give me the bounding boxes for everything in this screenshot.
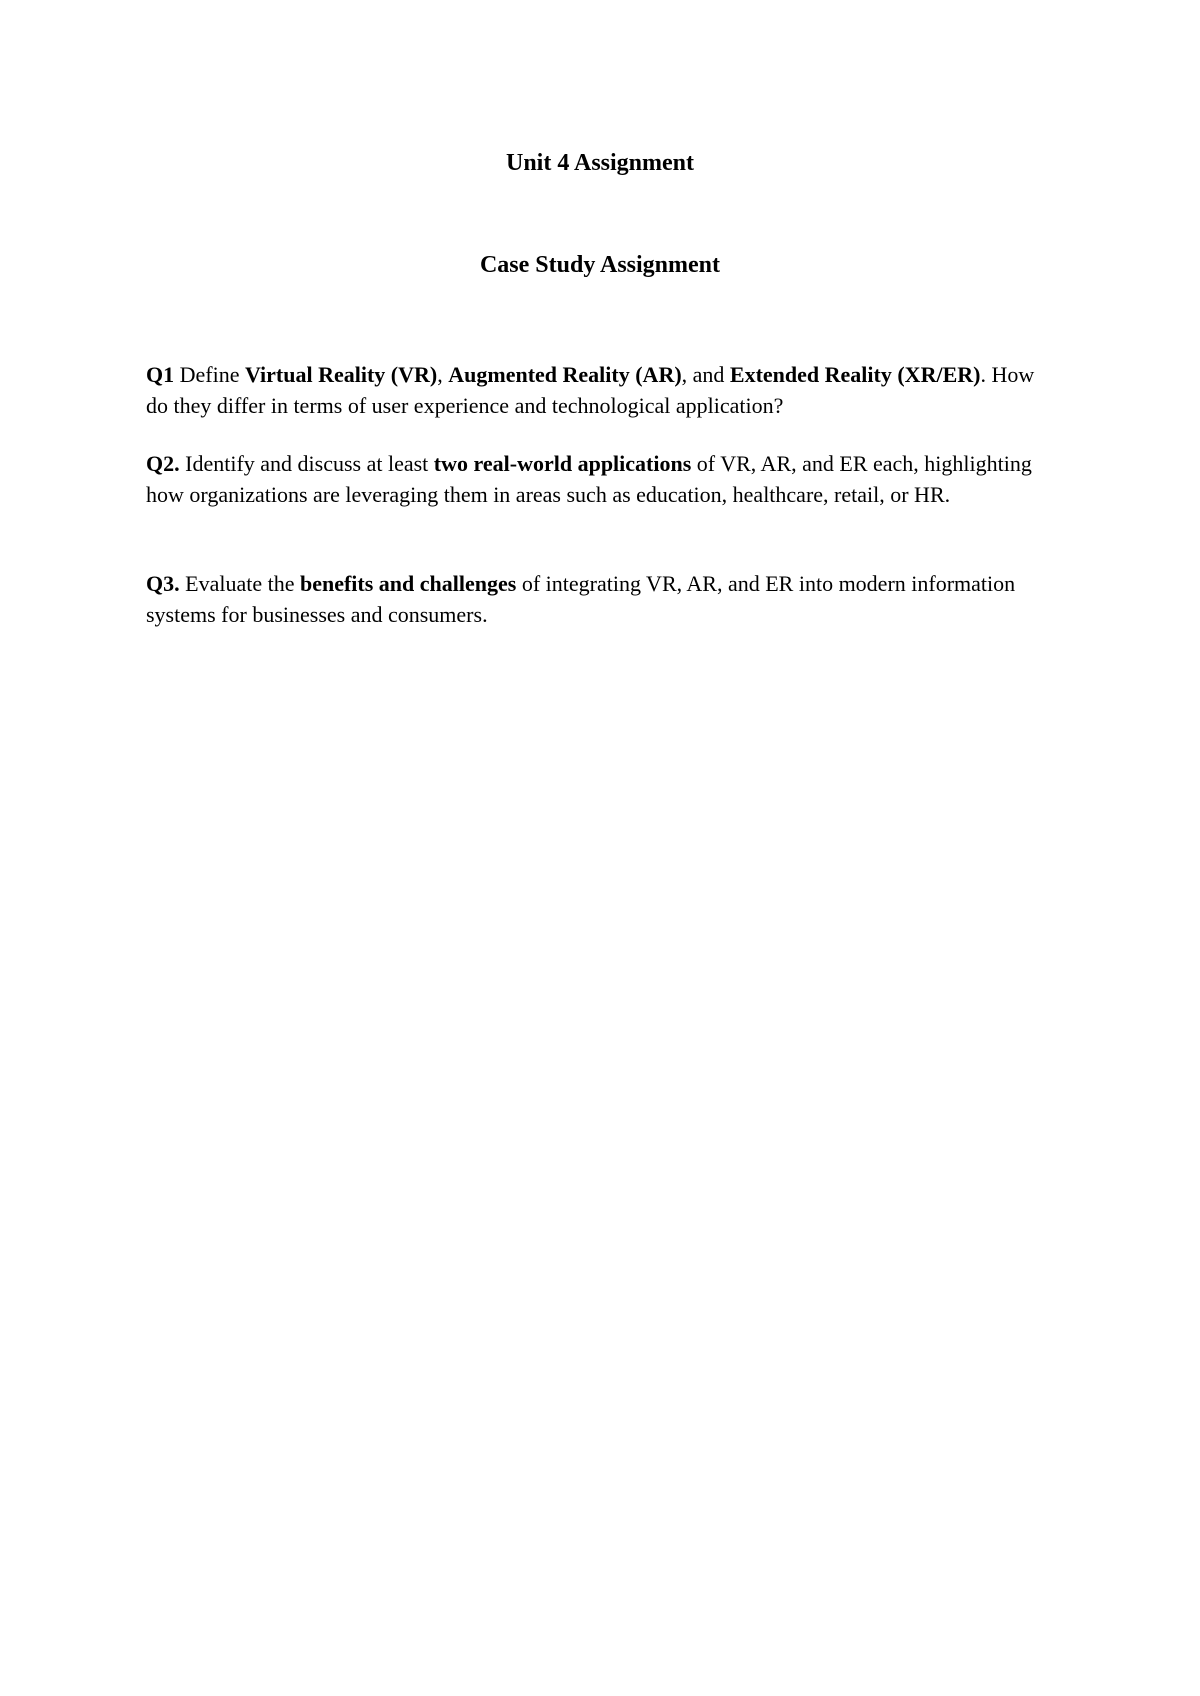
question-1-term-ar: Augmented Reality (AR) (448, 362, 682, 387)
question-2-text: Identify and discuss at least (179, 451, 434, 476)
page-subtitle: Case Study Assignment (479, 252, 721, 278)
question-1-text: , and (681, 362, 730, 387)
question-1-text: . How do they differ in terms of user experience and technological application? (146, 362, 1035, 418)
page-title: Unit 4 Assignment (505, 150, 695, 176)
question-1-text: , (437, 362, 449, 387)
question-2 (146, 448, 1046, 510)
question-2-text: of VR, AR, and ER each, highlighting how organizations are leveraging them in areas such as education, healthcare, retail, or HR. (146, 451, 1032, 507)
question-1-text: Define (174, 362, 245, 387)
question-1-label: Q1 (146, 362, 175, 387)
question-2-label: Q2. (146, 451, 180, 476)
question-3-emphasis: benefits and challenges (299, 571, 517, 596)
question-1-term-xr: Extended Reality (XR/ER) (729, 362, 981, 387)
question-3 (146, 568, 1046, 630)
question-3-label: Q3. (146, 571, 180, 596)
question-2-emphasis: two real-world applications (433, 451, 692, 476)
question-3-text: of integrating VR, AR, and ER into modern information systems for businesses and consumers. (146, 571, 1016, 627)
question-1-term-vr: Virtual Reality (VR) (244, 362, 438, 387)
question-3-text: Evaluate the (179, 571, 300, 596)
question-1 (146, 359, 1046, 421)
